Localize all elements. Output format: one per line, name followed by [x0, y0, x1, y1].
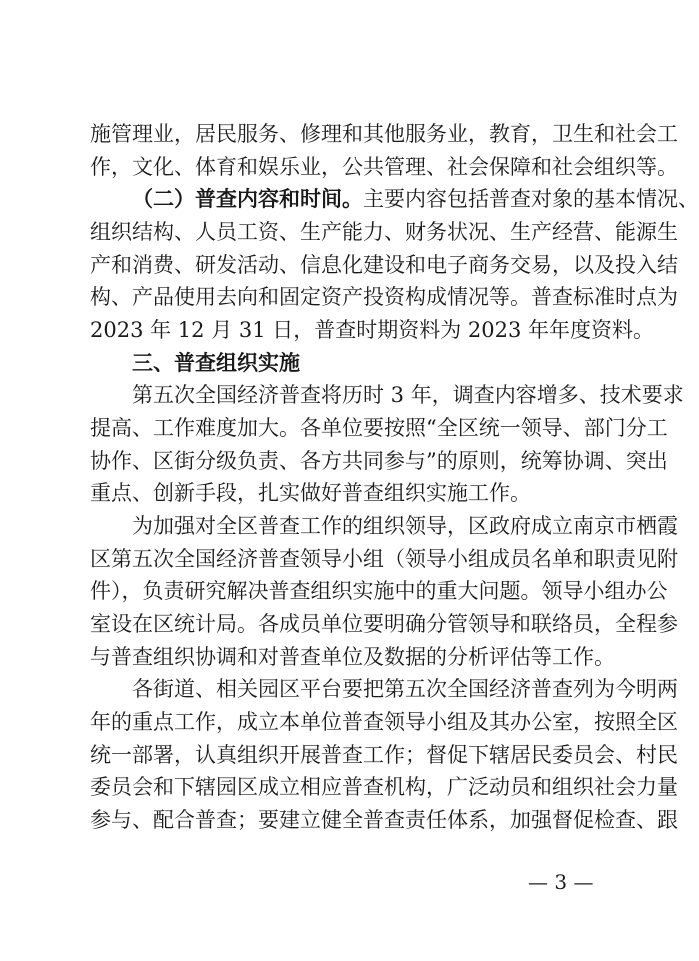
body-line: 区第五次全国经济普查领导小组（领导小组成员名单和职责见附 [90, 547, 678, 571]
section-two-label: （二）普查内容和时间。 [132, 186, 363, 211]
body-line: 构、产品使用去向和固定资产投资构成情况等。普查标准时点为 [90, 285, 678, 309]
body-line: 作，文化、体育和娱乐业，公共管理、社会保障和社会组织等。 [90, 155, 678, 179]
paragraph-first-line: 各街道、相关园区平台要把第五次全国经济普查列为今明两 [132, 677, 678, 701]
paragraph-first-line: 为加强对全区普查工作的组织领导，区政府成立南京市栖霞 [132, 514, 678, 538]
body-line: 协作、区街分级负责、各方共同参与”的原则，统筹协调、突出 [90, 449, 668, 473]
body-line: 2023 年 12 月 31 日，普查时期资料为 2023 年年度资料。 [90, 318, 655, 342]
body-line: 与普查组织协调和对普查单位及数据的分析评估等工作。 [90, 645, 615, 669]
body-line: 委员会和下辖园区成立相应普查机构，广泛动员和组织社会力量 [90, 775, 678, 799]
body-line: 产和消费、研发活动、信息化建设和电子商务交易，以及投入结 [90, 253, 678, 277]
body-line: 年的重点工作，成立本单位普查领导小组及其办公室，按照全区 [90, 710, 678, 734]
body-line: 室设在区统计局。各成员单位要明确分管领导和联络员，全程参 [90, 612, 678, 636]
paragraph-first-line: 第五次全国经济普查将历时 3 年，调查内容增多、技术要求 [132, 383, 684, 407]
body-line: 参与、配合普查；要建立健全普查责任体系，加强督促检查、跟 [90, 808, 678, 832]
section-two-text: 主要内容包括普查对象的基本情况、 [363, 187, 699, 211]
page-number: — 3 — [528, 870, 594, 894]
body-line: 重点、创新手段，扎实做好普查组织实施工作。 [90, 481, 531, 505]
section-two-first-line [90, 184, 699, 214]
body-line: 提高、工作难度加大。各单位要按照“全区统一领导、部门分工 [90, 416, 668, 440]
body-line: 施管理业，居民服务、修理和其他服务业，教育，卫生和社会工 [90, 122, 678, 146]
body-line: 统一部署，认真组织开展普查工作；督促下辖居民委员会、村民 [90, 743, 678, 767]
section-three-heading: 三、普查组织实施 [132, 351, 300, 375]
body-line: 件），负责研究解决普查组织实施中的重大问题。领导小组办公 [90, 579, 668, 603]
body-line: 组织结构、人员工资、生产能力、财务状况、生产经营、能源生 [90, 220, 678, 244]
